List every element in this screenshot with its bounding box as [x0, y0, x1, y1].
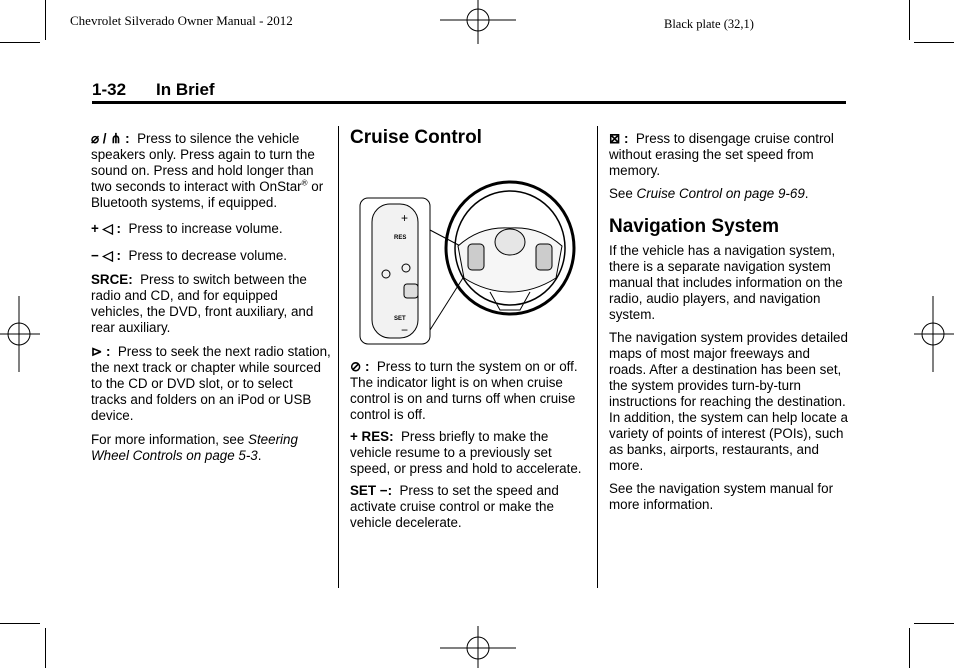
crop-mark: [909, 0, 910, 40]
crop-mark: [914, 623, 954, 624]
column-divider: [338, 126, 339, 588]
cross-reference: Steering Wheel Controls on page 5-3: [91, 432, 298, 463]
crop-mark: [45, 628, 46, 668]
seek-paragraph: ⊳ : Press to seek the next radio station, the next track or chapter while sourced to the CD or DVD slot, or to select tracks and folders on an iPod or USB device.: [91, 344, 331, 423]
cross-reference: Cruise Control on page 9-69: [636, 186, 805, 201]
navigation-heading: Navigation System: [609, 216, 779, 237]
crop-mark: [909, 628, 910, 668]
column-3: [609, 131, 849, 519]
volume-up-icon: + ◁ :: [91, 221, 122, 236]
plate-label: Black plate (32,1): [664, 17, 754, 31]
plus-label: +: [401, 211, 409, 225]
on-off-paragraph: ⊘ : Press to turn the system on or off. The indicator light is on when cruise control is on and turns off when cruise control is off.: [350, 359, 578, 422]
see-paragraph: See Cruise Control on page 9-69.: [609, 186, 809, 201]
volume-up-paragraph: + ◁ : Press to increase volume.: [91, 221, 283, 236]
mute-paragraph: ⌀ / ⋔ : Press to silence the vehicle speakers only. Press again to turn the sound on. Press and hold longer than two seconds to interact with OnStar® or Bluetooth systems, if equipped.: [91, 131, 324, 210]
nav-paragraph-3: See the navigation system manual for more information.: [609, 481, 834, 512]
seek-icon: ⊳ :: [91, 344, 111, 359]
resume-paragraph: + RES: Press briefly to make the vehicle resume to a previously set speed, or press and hold to accelerate.: [350, 429, 582, 476]
registration-mark-right: [914, 296, 954, 372]
registration-mark-top: [440, 0, 516, 46]
cruise-cancel-icon: ⊠ :: [609, 131, 629, 146]
minus-label: −: [401, 323, 409, 337]
nav-paragraph-2: The navigation system provides detailed maps of most major freeways and roads. After a destination has been set, the system provides turn-by-turn instructions for reaching the destination. In addition, the system can help locate a variety of points of interest (POIs), such as banks, airports, restaurants, and more.: [609, 330, 848, 473]
mute-icon: ⌀ / ⋔: [91, 131, 122, 146]
cancel-paragraph: ⊠ : Press to disengage cruise control without erasing the set speed from memory.: [609, 131, 834, 178]
column-2: [350, 127, 590, 537]
crop-mark: [0, 623, 40, 624]
more-info-paragraph: For more information, see Steering Wheel Controls on page 5-3.: [91, 432, 298, 463]
column-divider: [597, 126, 598, 588]
column-1: [91, 131, 331, 470]
set-label: SET: [394, 316, 406, 322]
heading-rule: [92, 101, 846, 104]
cruise-control-heading: Cruise Control: [350, 127, 482, 148]
steering-wheel-illustration: [350, 160, 590, 345]
section-title: In Brief: [156, 80, 215, 99]
res-label: RES: [394, 235, 407, 241]
crop-mark: [0, 42, 40, 43]
section-heading: [92, 80, 215, 100]
cruise-on-off-icon: ⊘ :: [350, 359, 370, 374]
nav-paragraph-1: If the vehicle has a navigation system, there is a separate navigation system manual that includes information on the radio, audio players, and navigation system.: [609, 243, 843, 322]
registration-mark-left: [0, 296, 40, 372]
set-paragraph: SET −: Press to set the speed and activate cruise control or make the vehicle decelerate.: [350, 483, 559, 530]
volume-down-icon: − ◁ :: [91, 248, 122, 263]
crop-mark: [914, 42, 954, 43]
volume-down-paragraph: − ◁ : Press to decrease volume.: [91, 248, 288, 263]
crop-mark: [45, 0, 46, 40]
registration-mark-bottom: [440, 622, 516, 668]
running-header: Chevrolet Silverado Owner Manual - 2012: [70, 13, 293, 28]
page-number: 1-32: [92, 80, 127, 99]
steering-wheel-figure: [350, 160, 590, 345]
srce-paragraph: SRCE: Press to switch between the radio and CD, and for equipped vehicles, the DVD, front auxiliary, and rear auxiliary.: [91, 272, 314, 335]
